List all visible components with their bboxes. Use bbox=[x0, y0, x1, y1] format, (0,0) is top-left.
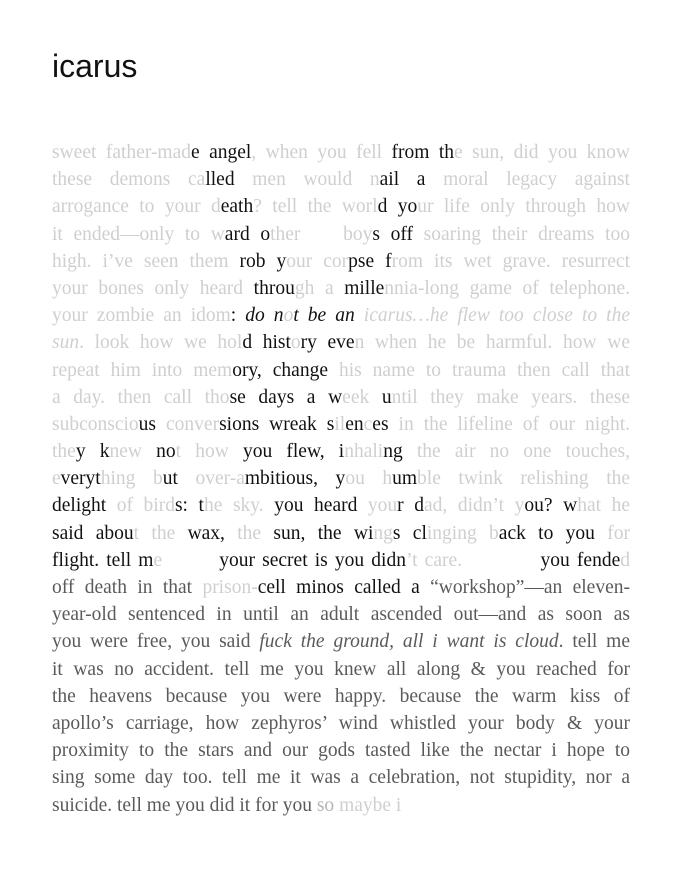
poem-line bbox=[52, 601, 630, 628]
faded-text: conver bbox=[156, 413, 220, 435]
poem-line bbox=[52, 221, 630, 248]
poem-line bbox=[52, 411, 630, 438]
faded-text: rom its wet grave. resurrect bbox=[391, 250, 631, 272]
emphasized-text: us bbox=[138, 413, 156, 435]
emphasized-text: d yo bbox=[377, 196, 418, 218]
poem-text: fuck the ground, all i want is cloud bbox=[259, 631, 559, 653]
emphasized-text: : bbox=[230, 305, 246, 327]
emphasized-text: you heard bbox=[274, 495, 368, 517]
poem-text: proximity to the stars and our gods tasted like the nectar i hope to bbox=[52, 740, 630, 762]
emphasized-text: y k bbox=[75, 441, 110, 463]
emphasized-text: flight. tell m bbox=[52, 549, 154, 571]
faded-text: new bbox=[109, 441, 157, 463]
faded-text: his name to trauma then call that bbox=[327, 359, 630, 381]
emphasized-text: e angel bbox=[191, 142, 252, 163]
poem-text: suicide. tell me you did it for you bbox=[52, 794, 317, 816]
faded-text: e bbox=[52, 468, 61, 490]
emphasized-text: ng bbox=[383, 441, 403, 463]
faded-text: eek bbox=[342, 386, 382, 408]
poem-line bbox=[52, 547, 630, 574]
page-title: icarus bbox=[52, 48, 138, 84]
faded-text: ? tell the worl bbox=[253, 196, 378, 218]
emphasized-text: s cl bbox=[392, 522, 427, 544]
emphasized-text: r d bbox=[397, 495, 424, 517]
emphasized-text: pse f bbox=[348, 250, 392, 272]
faded-text: c bbox=[363, 413, 373, 435]
poem-line bbox=[52, 384, 630, 411]
poem-line bbox=[52, 656, 630, 683]
emphasized-text: wax, bbox=[187, 522, 225, 544]
poem-line bbox=[52, 302, 630, 329]
faded-text: ntil they make years. these bbox=[391, 386, 630, 408]
faded-text: hat he bbox=[577, 495, 630, 517]
emphasized-text: u bbox=[381, 386, 392, 408]
faded-text: repeat him into mem bbox=[52, 359, 233, 381]
faded-text: your zombie an idom bbox=[52, 305, 231, 327]
poem-line bbox=[52, 465, 630, 492]
faded-text: ng bbox=[373, 522, 393, 544]
emphasized-text: ory, change bbox=[232, 359, 328, 381]
faded-text: in the lifeline of our night. bbox=[388, 413, 630, 435]
faded-text: the air no one touches, bbox=[402, 441, 631, 463]
poem-line bbox=[52, 329, 630, 356]
emphasized-text: ack to you bbox=[498, 522, 595, 544]
emphasized-text: mbitious, y bbox=[244, 468, 346, 490]
emphasized-text: ou? w bbox=[524, 495, 578, 517]
faded-text: these demons ca bbox=[52, 169, 206, 191]
poem-line bbox=[52, 737, 630, 764]
faded-text: you bbox=[367, 495, 398, 517]
faded-text: ’t care. bbox=[405, 549, 541, 571]
faded-text: the bbox=[224, 522, 274, 544]
poem-line bbox=[52, 492, 630, 519]
faded-text: a day. then call tho bbox=[52, 386, 230, 408]
faded-text: prison- bbox=[202, 577, 258, 598]
faded-text: maybe i bbox=[334, 794, 402, 816]
poem-text: off death in that bbox=[52, 577, 203, 598]
emphasized-text: ard o bbox=[224, 223, 271, 245]
faded-text: the bbox=[52, 441, 76, 463]
faded-text: men would n bbox=[234, 169, 380, 191]
emphasized-text: ry eve bbox=[300, 332, 355, 354]
poem-line bbox=[52, 520, 630, 547]
faded-text: o bbox=[283, 305, 294, 327]
faded-text: our cor bbox=[286, 250, 349, 272]
emphasized-text: sun, the wi bbox=[273, 522, 374, 544]
poem-text: the heavens because you were happy. because the warm kiss of bbox=[52, 685, 630, 707]
emphasized-text: delight bbox=[52, 495, 107, 517]
poem-text: so bbox=[316, 794, 335, 816]
poem-line bbox=[52, 193, 630, 220]
faded-text: inging b bbox=[426, 522, 499, 544]
poem-line bbox=[52, 248, 630, 275]
emphasized-text: ail a bbox=[379, 169, 426, 191]
emphasized-text: you flew, i bbox=[242, 441, 345, 463]
faded-text: your bones only heard bbox=[52, 277, 254, 299]
emphasized-text: veryt bbox=[60, 468, 101, 490]
faded-text: sun bbox=[52, 332, 80, 354]
emphasized-text: es bbox=[372, 413, 389, 435]
emphasized-text: cell minos called a bbox=[257, 577, 431, 598]
emphasized-text: be an bbox=[307, 305, 364, 327]
emphasized-text: eath bbox=[220, 196, 254, 218]
faded-text: for bbox=[594, 522, 631, 544]
faded-text: e bbox=[153, 549, 220, 571]
emphasized-text: you fende bbox=[540, 549, 621, 571]
faded-text: high. i’ve seen them bbox=[52, 250, 240, 272]
faded-text: nnia-long game of telephone. bbox=[384, 277, 630, 299]
poem-text: you were free, you said bbox=[52, 631, 260, 653]
emphasized-text: en bbox=[345, 413, 364, 435]
poem-line bbox=[52, 275, 630, 302]
poem-text: year-old sentenced in until an adult ascended out—and as soon as bbox=[52, 604, 630, 626]
faded-text: ou h bbox=[345, 468, 393, 490]
poem-text: apollo’s carriage, how zephyros’ wind whistled your body & your bbox=[52, 712, 630, 734]
faded-text: moral legacy against bbox=[425, 169, 630, 191]
faded-text: icarus…he flew too close to the bbox=[363, 305, 631, 327]
emphasized-text: s: t bbox=[174, 495, 204, 517]
emphasized-text: from th bbox=[391, 142, 455, 163]
poem-line bbox=[52, 764, 630, 791]
emphasized-text: se days a w bbox=[229, 386, 343, 408]
emphasized-text: lled bbox=[205, 169, 235, 191]
poem-line bbox=[52, 574, 630, 601]
poem-line bbox=[52, 139, 630, 166]
faded-text: ur life only through how bbox=[417, 196, 630, 218]
poem-line bbox=[52, 628, 630, 655]
faded-text: d bbox=[620, 549, 630, 571]
emphasized-text: ut bbox=[162, 468, 178, 490]
faded-text: subconscio bbox=[52, 413, 139, 435]
faded-text: he sky. bbox=[203, 495, 275, 517]
faded-text: ther boy bbox=[270, 223, 373, 245]
emphasized-text: d hist bbox=[242, 332, 291, 354]
poem-line bbox=[52, 792, 630, 819]
faded-text: over-a bbox=[177, 468, 245, 490]
faded-text: , when you fell bbox=[251, 142, 392, 163]
faded-text: e sun, did you know bbox=[454, 142, 630, 163]
poem-text: sing some day too. tell me it was a celebration, not stupidity, nor a bbox=[52, 767, 630, 789]
emphasized-text: said abou bbox=[52, 522, 134, 544]
poem-line bbox=[52, 438, 630, 465]
faded-text: gh a bbox=[294, 277, 345, 299]
faded-text: ad, didn’t y bbox=[423, 495, 525, 517]
poem-line bbox=[52, 710, 630, 737]
faded-text: . look how we hol bbox=[79, 332, 243, 354]
emphasized-text: t bbox=[293, 305, 308, 327]
emphasized-text: um bbox=[392, 468, 418, 490]
poem-text: it was no accident. tell me you knew all along & you reached for bbox=[52, 658, 630, 680]
poem-line bbox=[52, 166, 630, 193]
emphasized-text: mille bbox=[344, 277, 385, 299]
faded-text: ble twink relishing the bbox=[417, 468, 631, 490]
faded-text: n when he be harmful. how we bbox=[354, 332, 630, 354]
poem-text: “workshop”—an eleven- bbox=[430, 577, 630, 598]
faded-text: t how bbox=[175, 441, 243, 463]
poem-line bbox=[52, 683, 630, 710]
emphasized-text: do n bbox=[245, 305, 284, 327]
faded-text: nhali bbox=[344, 441, 384, 463]
emphasized-text: no bbox=[156, 441, 176, 463]
poem-body bbox=[52, 139, 630, 819]
poem-line bbox=[52, 357, 630, 384]
faded-text: soaring their dreams too bbox=[412, 223, 630, 245]
faded-text: hing b bbox=[100, 468, 163, 490]
faded-text: arrogance to your d bbox=[52, 196, 221, 218]
faded-text: o bbox=[290, 332, 301, 354]
emphasized-text: your secret is you didn bbox=[219, 549, 406, 571]
emphasized-text: rob y bbox=[239, 250, 287, 272]
faded-text: t the bbox=[133, 522, 188, 544]
emphasized-text: sions wreak s bbox=[219, 413, 335, 435]
faded-text: sweet father-mad bbox=[52, 142, 191, 163]
faded-text: of bird bbox=[106, 495, 175, 517]
emphasized-text: throu bbox=[253, 277, 295, 299]
poem-text: . tell me bbox=[558, 631, 630, 653]
faded-text: it ended—only to w bbox=[52, 223, 225, 245]
emphasized-text: s off bbox=[372, 223, 413, 245]
faded-text: il bbox=[334, 413, 346, 435]
